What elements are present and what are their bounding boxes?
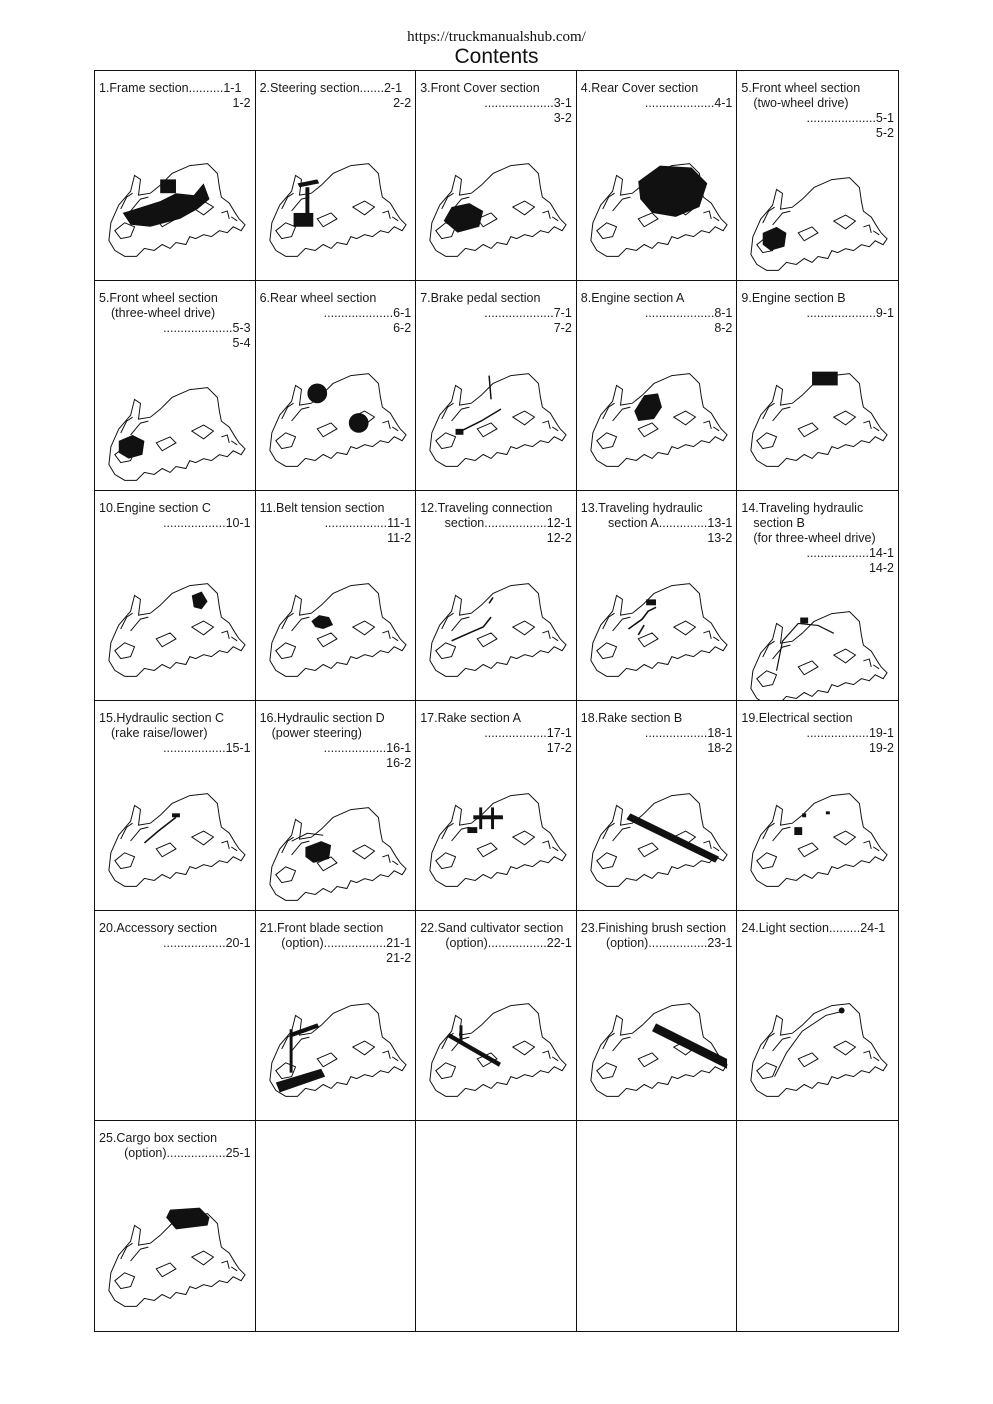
section-page-ref: ....................9-1 xyxy=(806,306,894,320)
section-page-ref: section B xyxy=(753,516,805,530)
sand-cultivator-illustration xyxy=(422,993,570,1103)
section-cell[interactable] xyxy=(95,1121,256,1331)
section-page-ref: (option).................25-1 xyxy=(124,1146,251,1160)
section-page-ref: (two-wheel drive) xyxy=(753,96,849,110)
section-page-ref: ..................19-1 xyxy=(806,726,894,740)
section-caption xyxy=(420,921,572,951)
section-title: 24.Light section.........24-1 xyxy=(741,921,886,935)
belt-tension-illustration xyxy=(262,573,410,683)
section-page-ref: ....................4-1 xyxy=(644,96,733,110)
traveling-connection-illustration xyxy=(422,573,570,683)
section-caption xyxy=(581,291,733,336)
section-cell[interactable] xyxy=(577,491,738,701)
section-page-ref: section A..............13-1 xyxy=(608,516,733,530)
section-cell[interactable] xyxy=(256,491,417,701)
section-page-ref: section..................12-1 xyxy=(444,516,572,530)
section-title: 17.Rake section A xyxy=(420,711,521,725)
section-cell xyxy=(256,1121,417,1331)
front-cover-illustration xyxy=(422,153,570,263)
section-caption xyxy=(420,501,572,546)
section-caption xyxy=(99,711,251,756)
section-title: 5.Front wheel section xyxy=(741,81,861,95)
section-cell[interactable] xyxy=(737,911,898,1121)
section-cell[interactable] xyxy=(577,911,738,1121)
section-title: 2.Steering section.......2-1 xyxy=(259,81,403,95)
section-page-ref: 14-2 xyxy=(868,561,894,575)
section-cell[interactable] xyxy=(95,281,256,491)
rake-b-illustration xyxy=(583,783,731,893)
section-page-ref: (option).................23-1 xyxy=(605,936,733,950)
section-page-ref: ..................14-1 xyxy=(806,546,894,560)
section-page-ref: (option)..................21-1 xyxy=(281,936,412,950)
section-page-ref: ....................7-1 xyxy=(484,306,572,320)
section-caption xyxy=(99,1131,251,1161)
brake-pedal-illustration xyxy=(422,363,570,473)
section-page-ref: ....................8-1 xyxy=(644,306,733,320)
front-wheel-3wd-illustration xyxy=(101,377,249,487)
section-caption xyxy=(581,501,733,546)
section-caption xyxy=(581,711,733,756)
section-cell[interactable] xyxy=(256,911,417,1121)
section-page-ref: 21-2 xyxy=(386,951,412,965)
section-title: 23.Finishing brush section xyxy=(580,921,727,935)
section-caption xyxy=(420,711,572,756)
section-cell[interactable] xyxy=(416,281,577,491)
section-caption xyxy=(741,81,894,141)
section-cell[interactable] xyxy=(416,911,577,1121)
rear-cover-illustration xyxy=(583,153,731,263)
section-caption xyxy=(99,921,251,951)
section-caption xyxy=(581,81,733,111)
section-title: 9.Engine section B xyxy=(741,291,846,305)
section-caption xyxy=(99,81,251,111)
section-cell[interactable] xyxy=(95,491,256,701)
front-wheel-illustration xyxy=(743,167,891,277)
section-page-ref: 3-2 xyxy=(553,111,572,125)
section-title: 25.Cargo box section xyxy=(99,1131,218,1145)
engine-a-illustration xyxy=(583,363,731,473)
section-page-ref: ..................20-1 xyxy=(163,936,251,950)
section-page-ref: ..................15-1 xyxy=(163,741,251,755)
section-cell[interactable] xyxy=(256,71,417,281)
rear-wheel-illustration xyxy=(262,363,410,473)
section-page-ref: 1-2 xyxy=(232,96,251,110)
section-caption xyxy=(581,921,733,951)
section-page-ref: 17-2 xyxy=(546,741,572,755)
section-page-ref: (option).................22-1 xyxy=(445,936,572,950)
section-cell[interactable] xyxy=(577,71,738,281)
front-blade-illustration xyxy=(262,993,410,1103)
section-page-ref: ....................5-1 xyxy=(806,111,894,125)
hydraulic-c-illustration xyxy=(101,783,249,893)
section-caption xyxy=(260,921,412,966)
section-page-ref: 7-2 xyxy=(553,321,572,335)
section-cell[interactable] xyxy=(737,281,898,491)
section-cell xyxy=(416,1121,577,1331)
section-title: 6.Rear wheel section xyxy=(259,291,377,305)
finishing-brush-illustration xyxy=(583,993,731,1103)
section-caption xyxy=(420,81,572,126)
frame-illustration xyxy=(101,153,249,263)
section-title: 3.Front Cover section xyxy=(420,81,540,95)
section-cell[interactable] xyxy=(737,701,898,911)
section-title: 4.Rear Cover section xyxy=(580,81,699,95)
section-caption xyxy=(260,711,412,771)
section-title: 19.Electrical section xyxy=(741,711,853,725)
section-title: 16.Hydraulic section D xyxy=(259,711,385,725)
section-page-ref: ..................18-1 xyxy=(644,726,733,740)
section-cell[interactable] xyxy=(95,911,256,1121)
section-cell xyxy=(577,1121,738,1331)
section-title: 1.Frame section..........1-1 xyxy=(99,81,242,95)
section-page-ref: 11-2 xyxy=(387,531,412,545)
section-title: 11.Belt tension section xyxy=(259,501,385,515)
section-title: 21.Front blade section xyxy=(259,921,384,935)
section-cell[interactable] xyxy=(577,281,738,491)
section-caption xyxy=(741,501,894,576)
section-title: 15.Hydraulic section C xyxy=(99,711,225,725)
section-title: 8.Engine section A xyxy=(580,291,685,305)
section-cell[interactable] xyxy=(256,281,417,491)
section-page-ref: 6-2 xyxy=(393,321,412,335)
page-title: Contents xyxy=(454,45,539,68)
section-title: 14.Traveling hydraulic xyxy=(741,501,864,515)
section-caption xyxy=(260,291,412,336)
section-cell[interactable] xyxy=(416,701,577,911)
section-caption xyxy=(741,921,894,936)
rake-a-illustration xyxy=(422,783,570,893)
section-title: 10.Engine section C xyxy=(99,501,211,515)
section-cell[interactable] xyxy=(256,701,417,911)
steering-illustration xyxy=(262,153,410,263)
cargo-box-illustration xyxy=(101,1203,249,1313)
section-title: 13.Traveling hydraulic xyxy=(580,501,703,515)
section-page-ref: ....................3-1 xyxy=(484,96,572,110)
section-cell[interactable] xyxy=(416,71,577,281)
section-caption xyxy=(99,501,251,531)
hydraulic-d-illustration xyxy=(262,797,410,907)
section-page-ref: 16-2 xyxy=(386,756,412,770)
engine-c-illustration xyxy=(101,573,249,683)
section-cell[interactable] xyxy=(95,701,256,911)
section-cell[interactable] xyxy=(737,491,898,701)
section-caption xyxy=(260,501,412,546)
section-page-ref: 13-2 xyxy=(707,531,733,545)
section-page-ref: ....................5-3 xyxy=(163,321,251,335)
section-page-ref: 12-2 xyxy=(546,531,572,545)
section-page-ref: (three-wheel drive) xyxy=(111,306,216,320)
section-cell[interactable] xyxy=(416,491,577,701)
section-page-ref: 5-2 xyxy=(875,126,894,140)
source-url: https://truckmanualshub.com/ xyxy=(407,29,586,45)
section-caption xyxy=(99,291,251,351)
section-page-ref: 18-2 xyxy=(707,741,733,755)
section-cell[interactable] xyxy=(95,71,256,281)
section-page-ref: ..................11-1 xyxy=(324,516,412,530)
section-page-ref: 8-2 xyxy=(714,321,733,335)
section-cell[interactable] xyxy=(737,71,898,281)
light-illustration xyxy=(743,993,891,1103)
section-title: 18.Rake section B xyxy=(580,711,683,725)
section-page-ref: ..................16-1 xyxy=(323,741,412,755)
section-page-ref: (power steering) xyxy=(271,726,362,740)
section-cell[interactable] xyxy=(577,701,738,911)
traveling-hydraulic-a-illustration xyxy=(583,573,731,683)
section-title: 22.Sand cultivator section xyxy=(420,921,564,935)
section-page-ref: ..................17-1 xyxy=(484,726,572,740)
section-caption xyxy=(260,81,412,111)
section-title: 5.Front wheel section xyxy=(99,291,218,305)
section-page-ref: 2-2 xyxy=(393,96,412,110)
section-caption xyxy=(420,291,572,336)
section-title: 7.Brake pedal section xyxy=(420,291,541,305)
section-page-ref: (rake raise/lower) xyxy=(111,726,208,740)
electrical-illustration xyxy=(743,783,891,893)
section-page-ref: (for three-wheel drive) xyxy=(753,531,876,545)
section-page-ref: 5-4 xyxy=(232,336,251,350)
section-page-ref: 19-2 xyxy=(868,741,894,755)
section-caption xyxy=(741,291,894,321)
section-page-ref: ..................10-1 xyxy=(163,516,251,530)
section-cell xyxy=(737,1121,898,1331)
engine-b-illustration xyxy=(743,363,891,473)
section-title: 20.Accessory section xyxy=(99,921,218,935)
contents-grid xyxy=(94,70,899,1332)
section-page-ref: ....................6-1 xyxy=(323,306,412,320)
traveling-hydraulic-b-illustration xyxy=(743,601,891,701)
section-caption xyxy=(741,711,894,756)
section-title: 12.Traveling connection xyxy=(420,501,553,515)
